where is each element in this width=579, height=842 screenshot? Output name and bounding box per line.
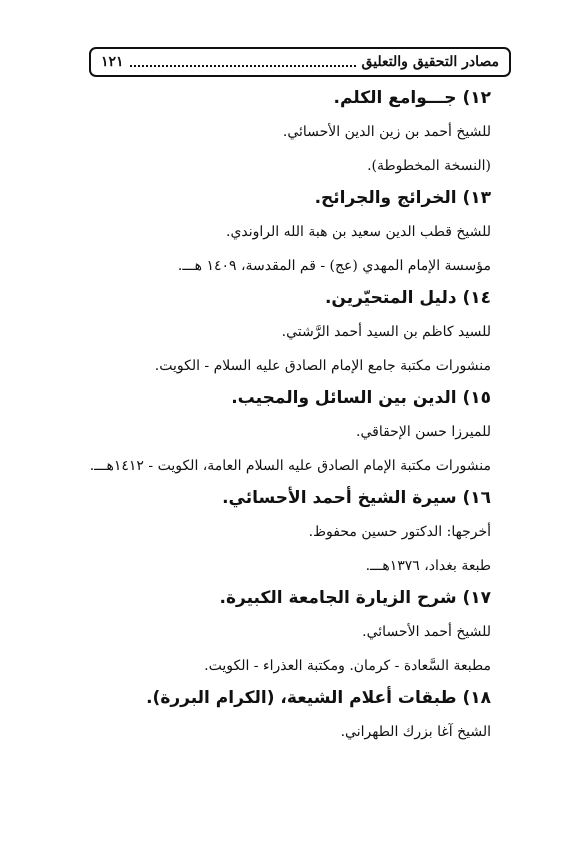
entry-title: ١٢) جـــوامع الكلم. <box>333 88 491 108</box>
entry-publication: مؤسسة الإمام المهدي (عج) - قم المقدسة، ١٤٠٩ هـــ. <box>177 258 491 274</box>
entry-author: للشيخ قطب الدين سعيد بن هبة الله الراوندي. <box>226 224 491 240</box>
bibliography-entry <box>81 682 491 748</box>
header-title: مصادر التحقيق والتعليق <box>361 54 499 70</box>
entry-title: ١٥) الدين بين السائل والمجيب. <box>231 388 491 408</box>
entry-author: للشيخ أحمد الأحسائي. <box>362 624 491 640</box>
entry-publication: منشورات مكتبة الإمام الصادق عليه السلام العامة، الكويت - ١٤١٢هـــ. <box>89 458 491 474</box>
entry-title: ١٣) الخرائج والجرائح. <box>314 188 491 208</box>
bibliography-entry <box>81 182 491 282</box>
entry-publication: مطبعة السَّعادة - كرمان. ومكتبة العذراء - الكويت. <box>204 658 491 674</box>
entry-publication: (النسخة المخطوطة). <box>367 158 491 174</box>
bibliography-entry <box>81 582 491 682</box>
entry-publication: منشورات مكتبة جامع الإمام الصادق عليه السلام - الكويت. <box>154 358 491 374</box>
entry-publication: طبعة بغداد، ١٣٧٦هـــ. <box>365 558 491 574</box>
entry-author: للسيد كاظم بن السيد أحمد الرَّشتي. <box>281 324 491 340</box>
entry-author: الشيخ آغا بزرك الطهراني. <box>340 724 491 740</box>
bibliography-entry <box>81 282 491 382</box>
entry-title: ١٨) طبقات أعلام الشيعة، (الكرام البررة). <box>146 688 491 708</box>
entry-title: ١٧) شرح الزيارة الجامعة الكبيرة. <box>219 588 491 608</box>
bibliography-list <box>81 82 491 748</box>
bibliography-entry <box>81 482 491 582</box>
entry-author: للشيخ أحمد بن زين الدين الأحسائي. <box>282 124 491 140</box>
entry-author: للميرزا حسن الإحقاقي. <box>356 424 491 440</box>
entry-title: ١٤) دليل المتحيّرين. <box>324 288 491 308</box>
bibliography-entry <box>81 382 491 482</box>
entry-title: ١٦) سيرة الشيخ أحمد الأحسائي. <box>222 488 491 508</box>
header-dot-leader <box>130 65 356 67</box>
bibliography-entry <box>81 82 491 182</box>
entry-author: أخرجها: الدكتور حسين محفوظ. <box>308 524 491 540</box>
page-number: ١٢١ <box>101 54 124 70</box>
running-header <box>89 47 511 77</box>
